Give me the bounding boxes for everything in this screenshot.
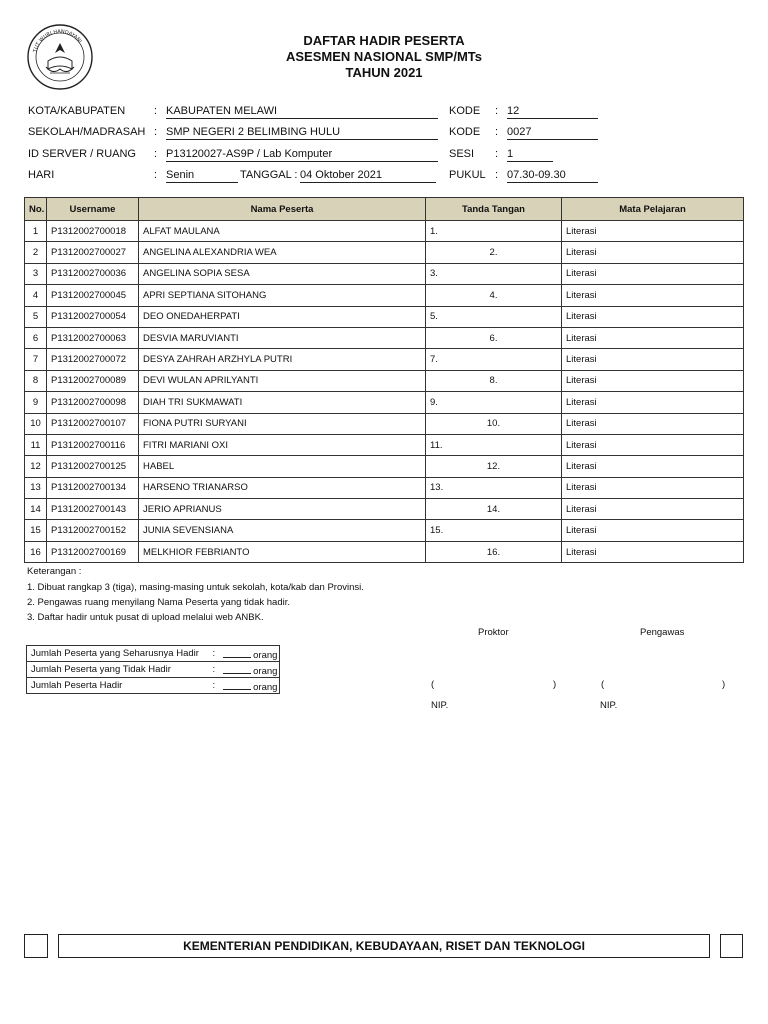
cell-no: 13 [25, 477, 47, 498]
header-mata-pelajaran: Mata Pelajaran [562, 198, 744, 221]
note-item: 1. Dibuat rangkap 3 (tiga), masing-masing untuk sekolah, kota/kab dan Provinsi. [27, 582, 364, 593]
cell-no: 9 [25, 392, 47, 413]
sesi-value: 1 [507, 148, 553, 162]
cell-mata-pelajaran: Literasi [562, 370, 744, 391]
table-row [25, 242, 744, 263]
pengawas-label: Pengawas [640, 627, 685, 638]
cell-nama-peserta: MELKHIOR FEBRIANTO [139, 541, 426, 562]
tanggal-label: TANGGAL : [240, 169, 298, 181]
pukul-value: 07.30-09.30 [507, 169, 598, 183]
cell-username: P1312002700063 [47, 327, 139, 348]
cell-tanda-tangan[interactable]: 5. [426, 306, 562, 327]
pengawas-open-paren: ( [601, 679, 605, 690]
cell-username: P1312002700107 [47, 413, 139, 434]
cell-nama-peserta: DEO ONEDAHERPATI [139, 306, 426, 327]
cell-tanda-tangan[interactable]: 8. [426, 370, 562, 391]
summary-unit: orang [253, 682, 278, 693]
kode1-label: KODE [449, 105, 481, 117]
cell-mata-pelajaran: Literasi [562, 541, 744, 562]
cell-nama-peserta: JUNIA SEVENSIANA [139, 520, 426, 541]
table-row [25, 520, 744, 541]
cell-tanda-tangan[interactable]: 4. [426, 285, 562, 306]
summary-cell [27, 662, 280, 678]
cell-mata-pelajaran: Literasi [562, 221, 744, 242]
summary-cell [27, 678, 280, 694]
header-username: Username [47, 198, 139, 221]
kode2-colon: : [495, 126, 499, 138]
table-header-row [25, 198, 744, 221]
footer-right-box [720, 934, 743, 958]
table-row [25, 413, 744, 434]
summary-unit: orang [253, 666, 278, 677]
cell-username: P1312002700054 [47, 306, 139, 327]
cell-username: P1312002700027 [47, 242, 139, 263]
server-value: P13120027-AS9P / Lab Komputer [166, 148, 438, 162]
proktor-label: Proktor [478, 627, 509, 638]
cell-tanda-tangan[interactable]: 2. [426, 242, 562, 263]
cell-nama-peserta: HABEL [139, 456, 426, 477]
note-item: 3. Daftar hadir untuk pusat di upload melalui web ANBK. [27, 612, 264, 623]
cell-nama-peserta: DEVI WULAN APRILYANTI [139, 370, 426, 391]
sekolah-label: SEKOLAH/MADRASAH [28, 126, 146, 138]
summary-unit: orang [253, 650, 278, 661]
cell-nama-peserta: DIAH TRI SUKMAWATI [139, 392, 426, 413]
sekolah-colon: : [154, 126, 158, 138]
cell-username: P1312002700143 [47, 499, 139, 520]
summary-table [26, 645, 280, 694]
pengawas-nip: NIP. [600, 700, 618, 711]
cell-no: 7 [25, 349, 47, 370]
cell-mata-pelajaran: Literasi [562, 499, 744, 520]
cell-no: 14 [25, 499, 47, 520]
cell-no: 10 [25, 413, 47, 434]
tut-wuri-handayani-logo [26, 23, 94, 91]
header-tanda-tangan: Tanda Tangan [426, 198, 562, 221]
cell-no: 3 [25, 263, 47, 284]
cell-nama-peserta: APRI SEPTIANA SITOHANG [139, 285, 426, 306]
cell-username: P1312002700045 [47, 285, 139, 306]
summary-row [27, 662, 280, 678]
cell-nama-peserta: JERIO APRIANUS [139, 499, 426, 520]
cell-nama-peserta: ALFAT MAULANA [139, 221, 426, 242]
cell-tanda-tangan[interactable]: 10. [426, 413, 562, 434]
cell-no: 1 [25, 221, 47, 242]
kota-colon: : [154, 105, 158, 117]
cell-username: P1312002700098 [47, 392, 139, 413]
logo-text: TUT WURI HANDAYANI [32, 28, 83, 54]
hari-colon: : [154, 169, 158, 181]
title-line-3: TAHUN 2021 [345, 65, 423, 80]
cell-no: 2 [25, 242, 47, 263]
summary-blank [223, 680, 251, 690]
cell-nama-peserta: DESYA ZAHRAH ARZHYLA PUTRI [139, 349, 426, 370]
server-label: ID SERVER / RUANG [28, 148, 136, 160]
cell-tanda-tangan[interactable]: 6. [426, 327, 562, 348]
cell-no: 4 [25, 285, 47, 306]
cell-mata-pelajaran: Literasi [562, 263, 744, 284]
summary-label: Jumlah Peserta Hadir [31, 680, 123, 691]
summary-row [27, 646, 280, 662]
kode1-value: 12 [507, 105, 598, 119]
notes-heading: Keterangan : [27, 566, 82, 577]
table-row [25, 306, 744, 327]
cell-no: 15 [25, 520, 47, 541]
cell-tanda-tangan[interactable]: 7. [426, 349, 562, 370]
cell-mata-pelajaran: Literasi [562, 327, 744, 348]
kode1-colon: : [495, 105, 499, 117]
sekolah-value: SMP NEGERI 2 BELIMBING HULU [166, 126, 438, 140]
cell-nama-peserta: FITRI MARIANI OXI [139, 434, 426, 455]
cell-nama-peserta: ANGELINA ALEXANDRIA WEA [139, 242, 426, 263]
pukul-colon: : [495, 169, 499, 181]
server-colon: : [154, 148, 158, 160]
kota-label: KOTA/KABUPATEN [28, 105, 126, 117]
sesi-colon: : [495, 148, 499, 160]
cell-nama-peserta: FIONA PUTRI SURYANI [139, 413, 426, 434]
cell-mata-pelajaran: Literasi [562, 520, 744, 541]
summary-colon: : [212, 680, 216, 691]
table-row [25, 499, 744, 520]
cell-mata-pelajaran: Literasi [562, 242, 744, 263]
cell-username: P1312002700116 [47, 434, 139, 455]
cell-mata-pelajaran: Literasi [562, 477, 744, 498]
cell-tanda-tangan[interactable]: 14. [426, 499, 562, 520]
cell-no: 5 [25, 306, 47, 327]
cell-username: P1312002700125 [47, 456, 139, 477]
cell-username: P1312002700072 [47, 349, 139, 370]
table-row [25, 456, 744, 477]
cell-no: 16 [25, 541, 47, 562]
kode2-label: KODE [449, 126, 481, 138]
cell-tanda-tangan[interactable]: 11. [426, 434, 562, 455]
hari-value: Senin [166, 169, 238, 183]
summary-label: Jumlah Peserta yang Tidak Hadir [31, 664, 171, 675]
cell-tanda-tangan[interactable]: 13. [426, 477, 562, 498]
cell-username: P1312002700018 [47, 221, 139, 242]
cell-tanda-tangan[interactable]: 3. [426, 263, 562, 284]
cell-tanda-tangan[interactable]: 16. [426, 541, 562, 562]
summary-colon: : [212, 648, 216, 659]
cell-mata-pelajaran: Literasi [562, 285, 744, 306]
proktor-nip: NIP. [431, 700, 449, 711]
summary-colon: : [212, 664, 216, 675]
cell-mata-pelajaran: Literasi [562, 413, 744, 434]
cell-tanda-tangan[interactable]: 12. [426, 456, 562, 477]
cell-nama-peserta: HARSENO TRIANARSO [139, 477, 426, 498]
table-row [25, 263, 744, 284]
cell-mata-pelajaran: Literasi [562, 456, 744, 477]
summary-cell [27, 646, 280, 662]
summary-label: Jumlah Peserta yang Seharusnya Hadir [31, 648, 199, 659]
cell-no: 12 [25, 456, 47, 477]
summary-blank [223, 664, 251, 674]
pukul-label: PUKUL [449, 169, 486, 181]
table-row [25, 541, 744, 562]
proktor-open-paren: ( [431, 679, 435, 690]
cell-tanda-tangan[interactable]: 1. [426, 221, 562, 242]
cell-mata-pelajaran: Literasi [562, 434, 744, 455]
table-row [25, 434, 744, 455]
hari-label: HARI [28, 169, 55, 181]
summary-row [27, 678, 280, 694]
table-row [25, 221, 744, 242]
cell-nama-peserta: DESVIA MARUVIANTI [139, 327, 426, 348]
cell-username: P1312002700134 [47, 477, 139, 498]
summary-blank [223, 648, 251, 658]
table-row [25, 349, 744, 370]
cell-no: 11 [25, 434, 47, 455]
table-row [25, 285, 744, 306]
cell-username: P1312002700089 [47, 370, 139, 391]
footer-ministry-name: KEMENTERIAN PENDIDIKAN, KEBUDAYAAN, RISET DAN TEKNOLOGI [58, 934, 710, 958]
header-no: No. [25, 198, 47, 221]
table-body [25, 221, 744, 563]
cell-no: 6 [25, 327, 47, 348]
footer-left-box [24, 934, 48, 958]
title-line-2: ASESMEN NASIONAL SMP/MTs [286, 49, 482, 64]
header-nama-peserta: Nama Peserta [139, 198, 426, 221]
attendance-table [24, 197, 744, 563]
cell-tanda-tangan[interactable]: 9. [426, 392, 562, 413]
table-row [25, 392, 744, 413]
cell-no: 8 [25, 370, 47, 391]
table-row [25, 477, 744, 498]
cell-mata-pelajaran: Literasi [562, 306, 744, 327]
cell-username: P1312002700169 [47, 541, 139, 562]
pengawas-close-paren: ) [722, 679, 726, 690]
tanggal-value: 04 Oktober 2021 [300, 169, 436, 183]
cell-username: P1312002700036 [47, 263, 139, 284]
note-item: 2. Pengawas ruang menyilang Nama Peserta yang tidak hadir. [27, 597, 290, 608]
table-row [25, 370, 744, 391]
table-row [25, 327, 744, 348]
kota-value: KABUPATEN MELAWI [166, 105, 438, 119]
cell-username: P1312002700152 [47, 520, 139, 541]
cell-tanda-tangan[interactable]: 15. [426, 520, 562, 541]
sesi-label: SESI [449, 148, 475, 160]
title-line-1: DAFTAR HADIR PESERTA [303, 33, 465, 48]
proktor-close-paren: ) [553, 679, 557, 690]
kode2-value: 0027 [507, 126, 598, 140]
cell-mata-pelajaran: Literasi [562, 349, 744, 370]
cell-nama-peserta: ANGELINA SOPIA SESA [139, 263, 426, 284]
cell-mata-pelajaran: Literasi [562, 392, 744, 413]
